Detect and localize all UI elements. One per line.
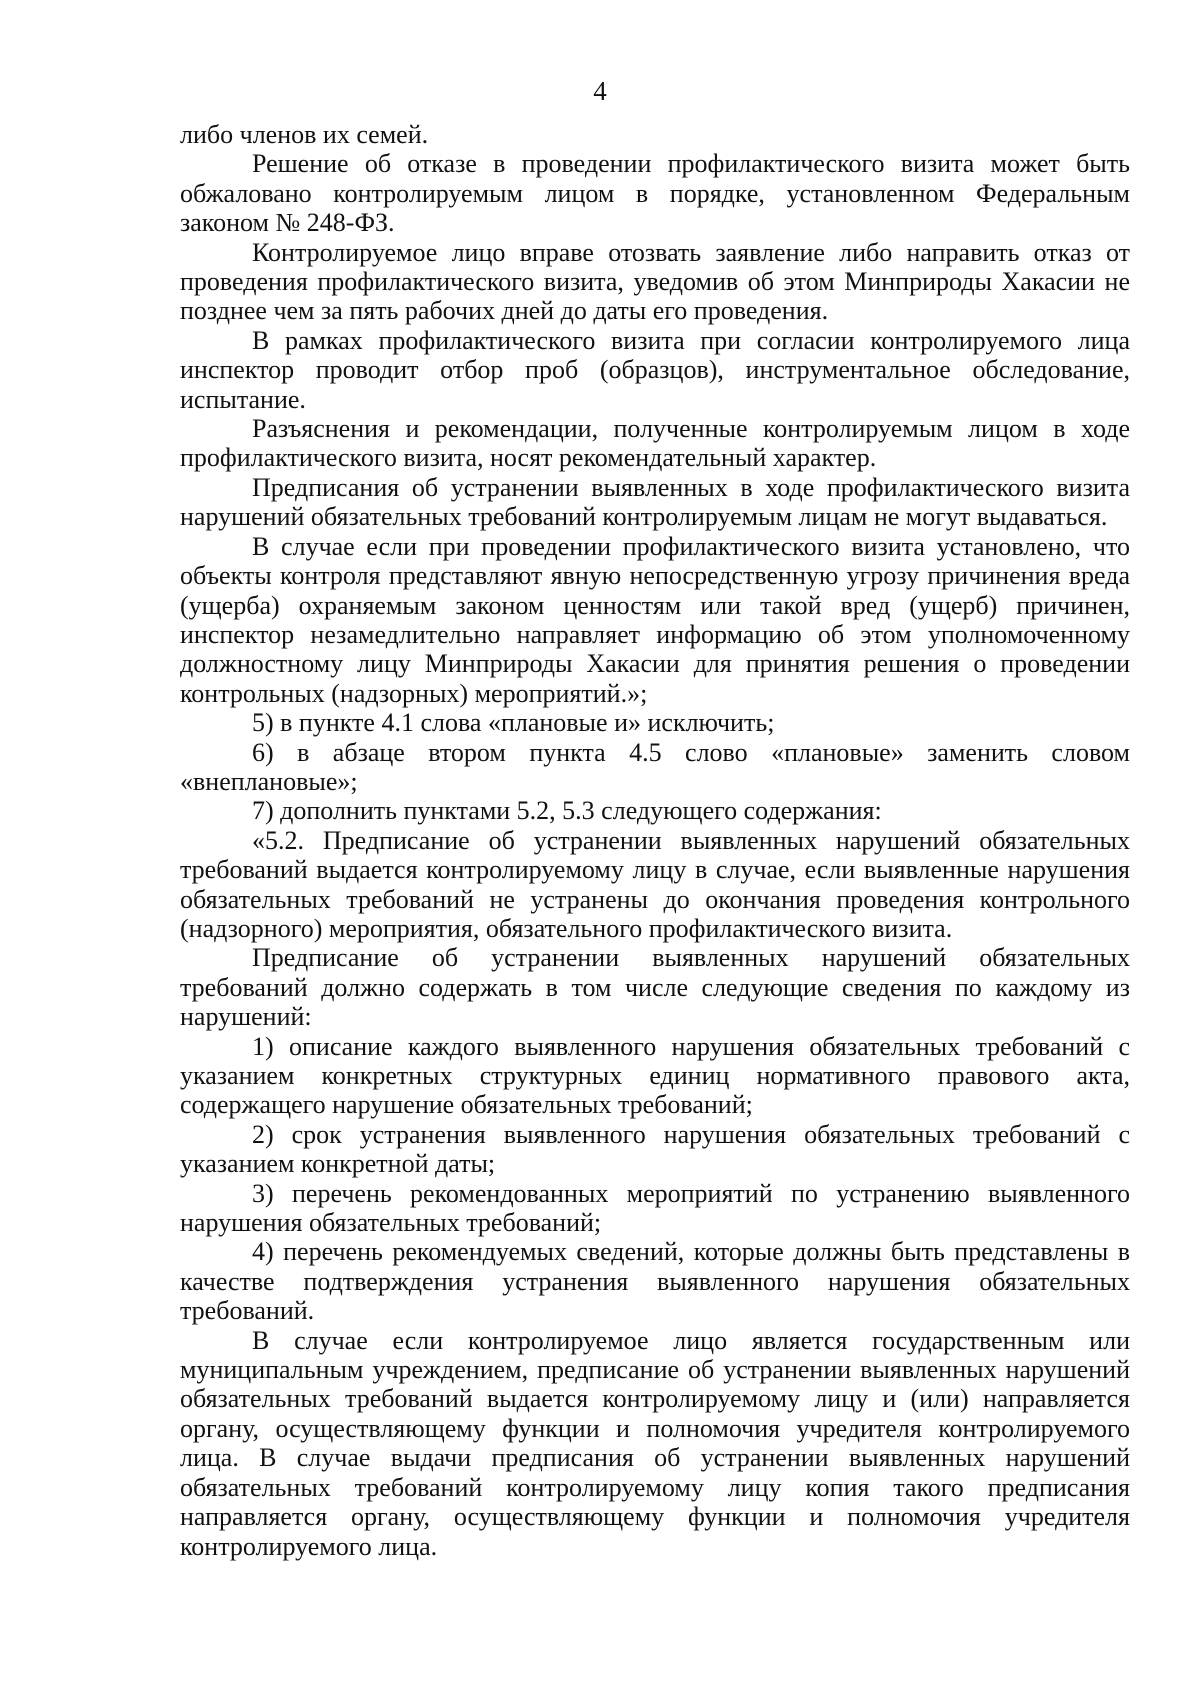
list-item-1: 1) описание каждого выявленного нарушения обязательных требований с указанием конкретных структурных единиц нормативного правового акта, содержащего нарушение обязательных требований; xyxy=(180,1031,1130,1120)
paragraph-prescriptions: Предписания об устранении выявленных в ходе профилактического визита нарушений обязательных требований контролируемым лицам не могут выдаваться. xyxy=(180,472,1130,532)
paragraph-sampling: В рамках профилактического визита при согласии контролируемого лица инспектор проводит отбор проб (образцов), инструментальное обследование, испытание. xyxy=(180,325,1130,414)
paragraph-prescription-content: Предписание об устранении выявленных нарушений обязательных требований должно содержать в том числе следующие сведения по каждому из нарушений: xyxy=(180,943,1130,1032)
paragraph-item-5: 5) в пункте 4.1 слова «плановые и» исключить; xyxy=(252,708,775,738)
list-item-2: 2) срок устранения выявленного нарушения обязательных требований с указанием конкретной даты; xyxy=(180,1119,1130,1179)
paragraph-item-6: 6) в абзаце втором пункта 4.5 слово «плановые» заменить словом «внеплановые»; xyxy=(180,737,1130,796)
page-number: 4 xyxy=(593,76,607,106)
paragraph-appeal: Решение об отказе в проведении профилактического визита может быть обжаловано контролируемым лицом в порядке, установленном Федеральным законом № 248-ФЗ. xyxy=(180,149,1130,238)
list-item-3: 3) перечень рекомендованных мероприятий по устранению выявленного нарушения обязательных требований; xyxy=(180,1178,1130,1238)
paragraph-withdraw: Контролируемое лицо вправе отозвать заявление либо направить отказ от проведения профилактического визита, уведомив об этом Минприроды Хакасии не позднее чем за пять рабочих дней до даты его проведения. xyxy=(180,237,1130,326)
paragraph-state-institution: В случае если контролируемое лицо является государственным или муниципальным учреждением, предписание об устранении выявленных нарушений обязательных требований выдается контролируемому лицу и (или) направляется органу, осуществляющему функции и полномочия учредителя контролируемого лица. В случае выдачи предписания об устранении выявленных нарушений обязательных требований контролируемому лицу копия такого предписания направляется органу, осуществляющему функции и полномочия учредителя контролируемого лица. xyxy=(180,1325,1130,1561)
paragraph-continuation: либо членов их семей. xyxy=(180,120,429,149)
paragraph-recommendations: Разъяснения и рекомендации, полученные контролируемым лицом в ходе профилактического визита, носят рекомендательный характер. xyxy=(180,414,1130,473)
list-item-4: 4) перечень рекомендуемых сведений, которые должны быть представлены в качестве подтверждения устранения выявленного нарушения обязательных требований. xyxy=(180,1237,1130,1326)
paragraph-5-2: «5.2. Предписание об устранении выявленных нарушений обязательных требований выдается контролируемому лицу в случае, если выявленные нарушения обязательных требований не устранены до окончания проведения контрольного (надзорного) мероприятия, обязательного профилактического визита. xyxy=(180,825,1130,943)
document-body xyxy=(180,120,1130,1561)
paragraph-threat: В случае если при проведении профилактического визита установлено, что объекты контроля представляют явную непосредственную угрозу причинения вреда (ущерба) охраняемым законом ценностям или такой вред (ущерб) причинен, инспектор незамедлительно направляет информацию об этом уполномоченному должностному лицу Минприроды Хакасии для принятия решения о проведении контрольных (надзорных) мероприятий.»; xyxy=(180,531,1130,708)
paragraph-item-7: 7) дополнить пунктами 5.2, 5.3 следующего содержания: xyxy=(252,796,882,826)
